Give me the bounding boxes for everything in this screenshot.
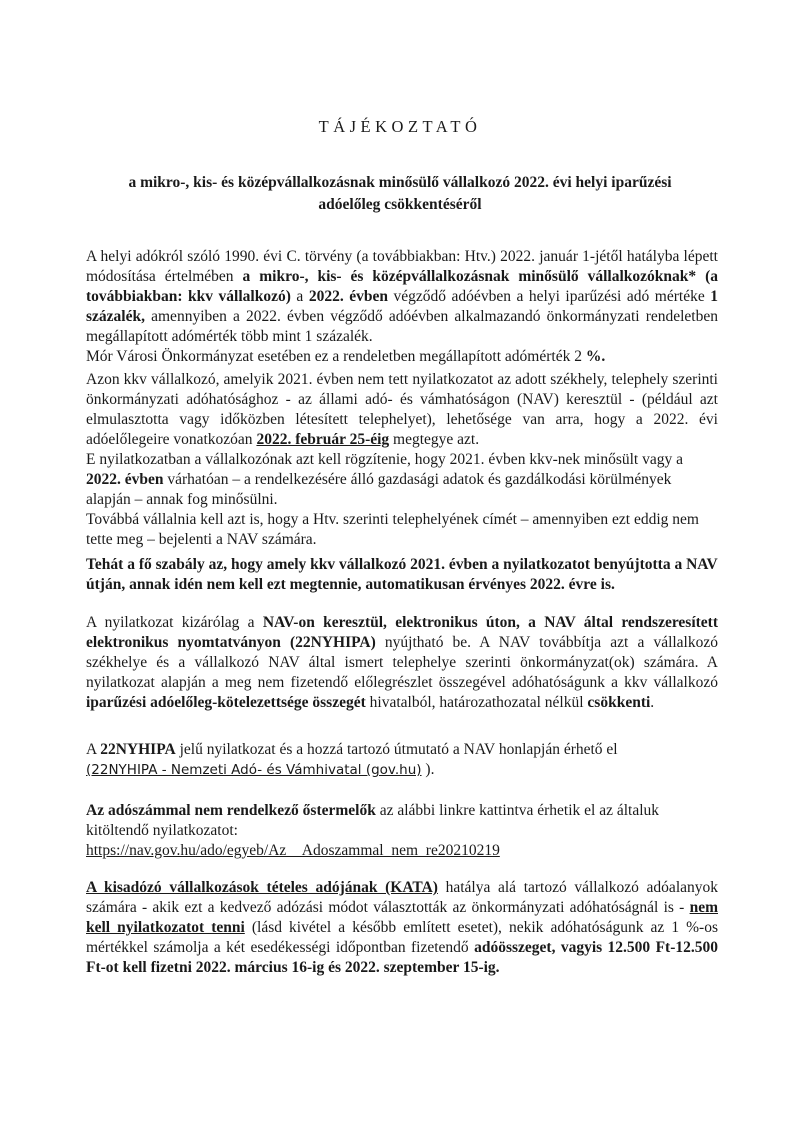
paragraph-declaration: Azon kkv vállalkozó, amelyik 2021. évben nem tett nyilatkozatot az adott székhely, telephely szerinti önkormányzati adóhatósághoz - az állami adó- és vámhatóságon (NAV) keresztül - (például azt elmulasztotta vagy időközben létesített telephelyet), lehetősége van arra, hogy a 2022. évi adóelőlegeire vonatkozóan 2022. február 25-éig megtegye azt. E nyilatkozatban a vállalkozónak azt kell rögzítenie, hogy 2021. évben kkv-nek minősült vagy a 2022. évben várhatóan – a rendelkezésére álló gazdasági adatok és gazdálkodási körülmények alapján – annak fog minősülni. Továbbá vállalnia kell azt is, hogy a Htv. szerinti telephelyének címét – amennyiben ezt eddig nem tette meg – bejelenti a NAV számára. xyxy=(86,371,718,548)
paragraph-kata: A kisadózó vállalkozások tételes adójának (KATA) hatálya alá tartozó vállalkozó adóalanyok számára - akik ezt a kedvező adózási módot választották az önkormányzati adóhatóságnál is - nem kell nyilatkozatot tenni (lásd kivétel a később említett esetet), nekik adóhatóságunk az 1 %-os mértékkel számolja a két esedékességi időpontban fizetendő adóösszeget, vagyis 12.500 Ft-12.500 Ft-ot kell fizetni 2022. március 16-ig és 2022. szeptember 15-ig. xyxy=(86,879,719,976)
paragraph-main-rule: Tehát a fő szabály az, hogy amely kkv vállalkozó 2021. évben a nyilatkozatot benyújtotta a NAV útján, annak idén nem kell ezt megtennie, automatikusan érvényes 2022. évre is. xyxy=(86,556,718,593)
paragraph-tax-rate: A helyi adókról szóló 1990. évi C. törvény (a továbbiakban: Htv.) 2022. január 1-jétől hatályba lépett módosítása értelmében a mikro-, kis- és középvállalkozásnak minősülő vállalkozóknak* (a továbbiakban: kkv vállalkozó) a 2022. évben végződő adóévben a helyi iparűzési adó mértéke 1 százalék, amennyiben a 2022. évben végződő adóévben alkalmazandó önkormányzati rendeletben megállapított adómérték több mint 1 százalék. Mór Városi Önkormányzat esetében ez a rendeletben megállapított adómérték 2 %. xyxy=(86,248,718,365)
farmers-form-link[interactable]: https://nav.gov.hu/ado/egyeb/Az__Adoszammal_nem_re20210219 xyxy=(86,842,500,859)
paragraph-submission: A nyilatkozat kizárólag a NAV-on keresztül, elektronikus úton, a NAV által rendszeresített elektronikus nyomtatványon (22NYHIPA) nyújtható be. A NAV továbbítja azt a vállalkozó székhelye és a vállalkozó NAV által ismert telephelye szerinti önkormányzat(ok) számára. A nyilatkozat alapján a meg nem fizetendő előlegrészlet összegével adóhatóságunk a kkv vállalkozó iparűzési adóelőleg-kötelezettsége összegét hivatalból, határozathozatal nélkül csökkenti. xyxy=(86,614,719,711)
paragraph-farmers: Az adószámmal nem rendelkező őstermelők az alábbi linkre kattintva érhetik el az általuk kitöltendő nyilatkozatot: https://nav.gov.hu/ado/egyeb/Az__Adoszammal_nem_re20210219 xyxy=(86,802,660,859)
mor-rate-line: Mór Városi Önkormányzat esetében ez a rendeletben megállapított adómérték 2 %. xyxy=(86,348,606,365)
document-subtitle xyxy=(90,172,710,216)
subtitle-line-1: a mikro-, kis- és középvállalkozásnak minősülő vállalkozó 2022. évi helyi iparűzési xyxy=(128,174,672,191)
nav-form-link[interactable]: (22NYHIPA - Nemzeti Adó- és Vámhivatal (gov.hu) xyxy=(86,762,422,778)
page-title: TÁJÉKOZTATÓ xyxy=(318,117,482,136)
subtitle-line-2: adóelőleg csökkentéséről xyxy=(318,196,482,213)
deadline-date: 2022. február 25-éig xyxy=(256,431,390,448)
paragraph-form-link: A 22NYHIPA jelű nyilatkozat és a hozzá tartozó útmutató a NAV honlapján érhető el (22NYHIPA - Nemzeti Adó- és Vámhivatal (gov.hu) ). xyxy=(86,741,618,778)
